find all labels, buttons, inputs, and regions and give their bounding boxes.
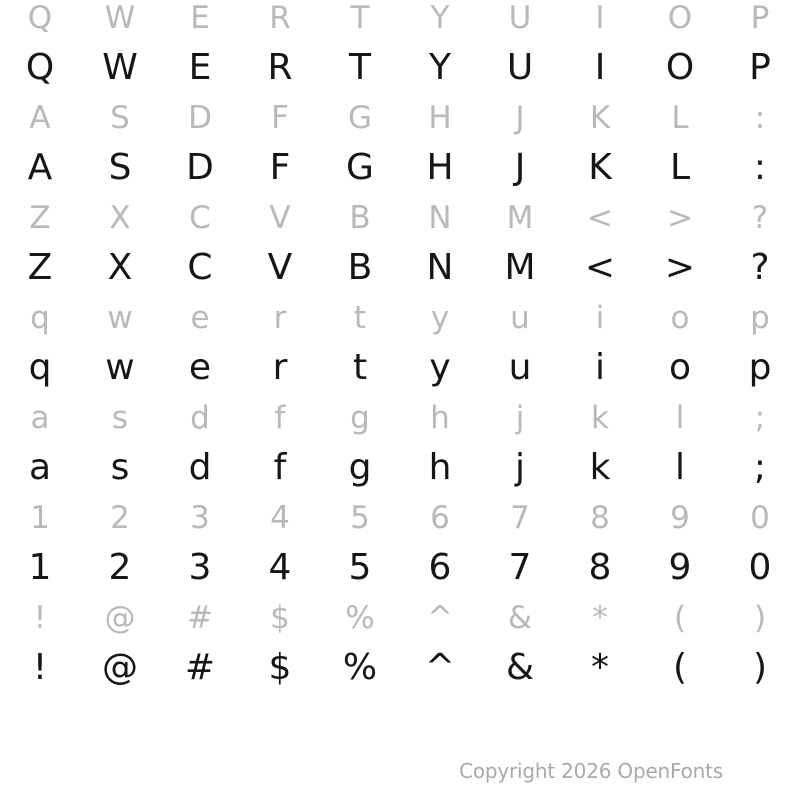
character-row-muted — [0, 0, 800, 43]
glyph-strong: A — [27, 147, 53, 188]
glyph-strong: K — [588, 147, 612, 188]
glyph-muted: ? — [751, 200, 769, 236]
glyph-strong: T — [349, 47, 371, 88]
glyph-strong: < — [584, 247, 616, 288]
glyph-strong: # — [184, 647, 216, 688]
glyph-strong: 4 — [268, 547, 292, 588]
glyph-strong: d — [188, 447, 212, 488]
character-row-strong — [0, 543, 800, 593]
character-row-muted — [0, 393, 800, 443]
glyph-muted: W — [104, 0, 136, 36]
glyph-strong: p — [748, 347, 772, 388]
character-row-muted — [0, 493, 800, 543]
glyph-muted: ! — [33, 600, 47, 636]
glyph-strong: W — [102, 47, 138, 88]
glyph-strong: G — [346, 147, 374, 188]
glyph-strong: r — [272, 347, 288, 388]
glyph-muted: : — [754, 100, 766, 136]
glyph-strong: & — [505, 647, 535, 688]
character-row-strong — [0, 43, 800, 93]
glyph-strong: P — [749, 47, 771, 88]
glyph-muted: y — [430, 300, 450, 336]
glyph-strong: ) — [752, 647, 768, 688]
glyph-muted: M — [506, 200, 534, 236]
character-row-muted — [0, 193, 800, 243]
glyph-muted: l — [675, 400, 685, 436]
glyph-strong: B — [347, 247, 373, 288]
glyph-muted: K — [589, 100, 611, 136]
glyph-muted: * — [592, 600, 608, 636]
glyph-muted: 0 — [750, 500, 770, 536]
glyph-strong: H — [426, 147, 454, 188]
glyph-strong: % — [342, 647, 378, 688]
glyph-muted: X — [109, 200, 131, 236]
glyph-muted: h — [430, 400, 450, 436]
glyph-strong: ! — [32, 647, 48, 688]
glyph-muted: $ — [270, 600, 290, 636]
glyph-strong: u — [508, 347, 532, 388]
glyph-muted: ) — [753, 600, 767, 636]
glyph-strong: X — [107, 247, 133, 288]
glyph-muted: 8 — [590, 500, 610, 536]
glyph-strong: R — [267, 47, 293, 88]
glyph-muted: g — [350, 400, 370, 436]
glyph-muted: L — [671, 100, 689, 136]
glyph-muted: a — [30, 400, 50, 436]
glyph-strong: I — [594, 47, 606, 88]
glyph-strong: > — [664, 247, 696, 288]
glyph-strong: @ — [102, 647, 138, 688]
glyph-muted: R — [269, 0, 291, 36]
glyph-muted: J — [515, 100, 525, 136]
character-row-strong — [0, 243, 800, 293]
glyph-muted: q — [30, 300, 50, 336]
glyph-strong: Q — [25, 47, 55, 88]
glyph-strong: s — [110, 447, 130, 488]
glyph-strong: M — [504, 247, 536, 288]
glyph-muted: d — [190, 400, 210, 436]
glyph-strong: ^ — [424, 647, 456, 688]
glyph-muted: ^ — [427, 600, 453, 636]
glyph-strong: 9 — [668, 547, 692, 588]
glyph-muted: G — [347, 100, 373, 136]
glyph-muted: 3 — [190, 500, 210, 536]
glyph-muted: & — [507, 600, 533, 636]
glyph-muted: U — [508, 0, 532, 36]
glyph-muted: C — [189, 200, 211, 236]
glyph-muted: r — [273, 300, 287, 336]
character-row-muted — [0, 593, 800, 643]
glyph-strong: D — [186, 147, 214, 188]
glyph-strong: a — [28, 447, 52, 488]
glyph-strong: y — [429, 347, 451, 388]
glyph-strong: e — [188, 347, 212, 388]
glyph-muted: p — [750, 300, 770, 336]
glyph-strong: Z — [27, 247, 53, 288]
copyright-text: Copyright 2026 OpenFonts — [459, 759, 723, 783]
glyph-strong: E — [188, 47, 212, 88]
glyph-strong: O — [665, 47, 695, 88]
glyph-strong: C — [187, 247, 213, 288]
glyph-strong: : — [753, 147, 767, 188]
glyph-strong: f — [273, 447, 287, 488]
glyph-strong: Y — [429, 47, 451, 88]
glyph-strong: g — [348, 447, 372, 488]
glyph-muted: 1 — [30, 500, 50, 536]
glyph-strong: h — [428, 447, 452, 488]
glyph-muted: T — [350, 0, 370, 36]
glyph-strong: i — [594, 347, 605, 388]
character-row-strong — [0, 643, 800, 693]
glyph-strong: F — [269, 147, 291, 188]
glyph-muted: j — [515, 400, 525, 436]
glyph-muted: E — [190, 0, 210, 36]
glyph-muted: D — [188, 100, 212, 136]
glyph-muted: O — [667, 0, 693, 36]
glyph-muted: 2 — [110, 500, 130, 536]
glyph-muted: 5 — [350, 500, 370, 536]
glyph-muted: N — [428, 200, 452, 236]
glyph-muted: i — [595, 300, 605, 336]
glyph-strong: j — [514, 447, 525, 488]
glyph-strong: k — [589, 447, 611, 488]
glyph-strong: S — [108, 147, 132, 188]
glyph-muted: ; — [754, 400, 766, 436]
glyph-strong: w — [105, 347, 135, 388]
glyph-strong: ? — [750, 247, 770, 288]
glyph-muted: P — [750, 0, 770, 36]
glyph-strong: 1 — [28, 547, 52, 588]
glyph-muted: o — [670, 300, 690, 336]
glyph-strong: $ — [268, 647, 292, 688]
character-row-muted — [0, 293, 800, 343]
character-row-strong — [0, 143, 800, 193]
character-row-strong — [0, 343, 800, 393]
character-row-muted — [0, 93, 800, 143]
glyph-muted: k — [591, 400, 609, 436]
glyph-muted: 6 — [430, 500, 450, 536]
glyph-muted: u — [510, 300, 530, 336]
glyph-strong: t — [352, 347, 368, 388]
glyph-muted: H — [428, 100, 452, 136]
glyph-strong: q — [28, 347, 52, 388]
glyph-strong: J — [514, 147, 526, 188]
glyph-strong: 8 — [588, 547, 612, 588]
glyph-muted: f — [274, 400, 286, 436]
glyph-muted: A — [29, 100, 51, 136]
glyph-strong: l — [674, 447, 685, 488]
glyph-strong: L — [669, 147, 691, 188]
glyph-muted: I — [595, 0, 605, 36]
glyph-muted: e — [190, 300, 210, 336]
glyph-muted: ( — [673, 600, 687, 636]
glyph-strong: N — [426, 247, 454, 288]
glyph-strong: 6 — [428, 547, 452, 588]
glyph-strong: ; — [753, 447, 767, 488]
glyph-strong: ( — [672, 647, 688, 688]
glyph-muted: Z — [29, 200, 51, 236]
glyph-strong: 0 — [748, 547, 772, 588]
glyph-muted: 7 — [510, 500, 530, 536]
glyph-muted: Y — [430, 0, 450, 36]
glyph-muted: B — [349, 200, 371, 236]
glyph-muted: 4 — [270, 500, 290, 536]
glyph-muted: < — [587, 200, 613, 236]
glyph-strong: U — [506, 47, 534, 88]
glyph-muted: Q — [27, 0, 53, 36]
glyph-muted: @ — [104, 600, 136, 636]
glyph-strong: V — [267, 247, 293, 288]
glyph-strong: o — [668, 347, 692, 388]
character-row-strong — [0, 443, 800, 493]
glyph-muted: 9 — [670, 500, 690, 536]
glyph-muted: t — [353, 300, 367, 336]
glyph-muted: > — [667, 200, 693, 236]
glyph-muted: % — [345, 600, 375, 636]
glyph-muted: w — [107, 300, 133, 336]
glyph-strong: 5 — [348, 547, 372, 588]
glyph-strong: 3 — [188, 547, 212, 588]
glyph-muted: # — [187, 600, 213, 636]
glyph-muted: F — [271, 100, 289, 136]
glyph-muted: V — [269, 200, 291, 236]
glyph-strong: 7 — [508, 547, 532, 588]
glyph-strong: * — [591, 647, 609, 688]
glyph-strong: 2 — [108, 547, 132, 588]
glyph-muted: s — [111, 400, 129, 436]
glyph-muted: S — [110, 100, 130, 136]
